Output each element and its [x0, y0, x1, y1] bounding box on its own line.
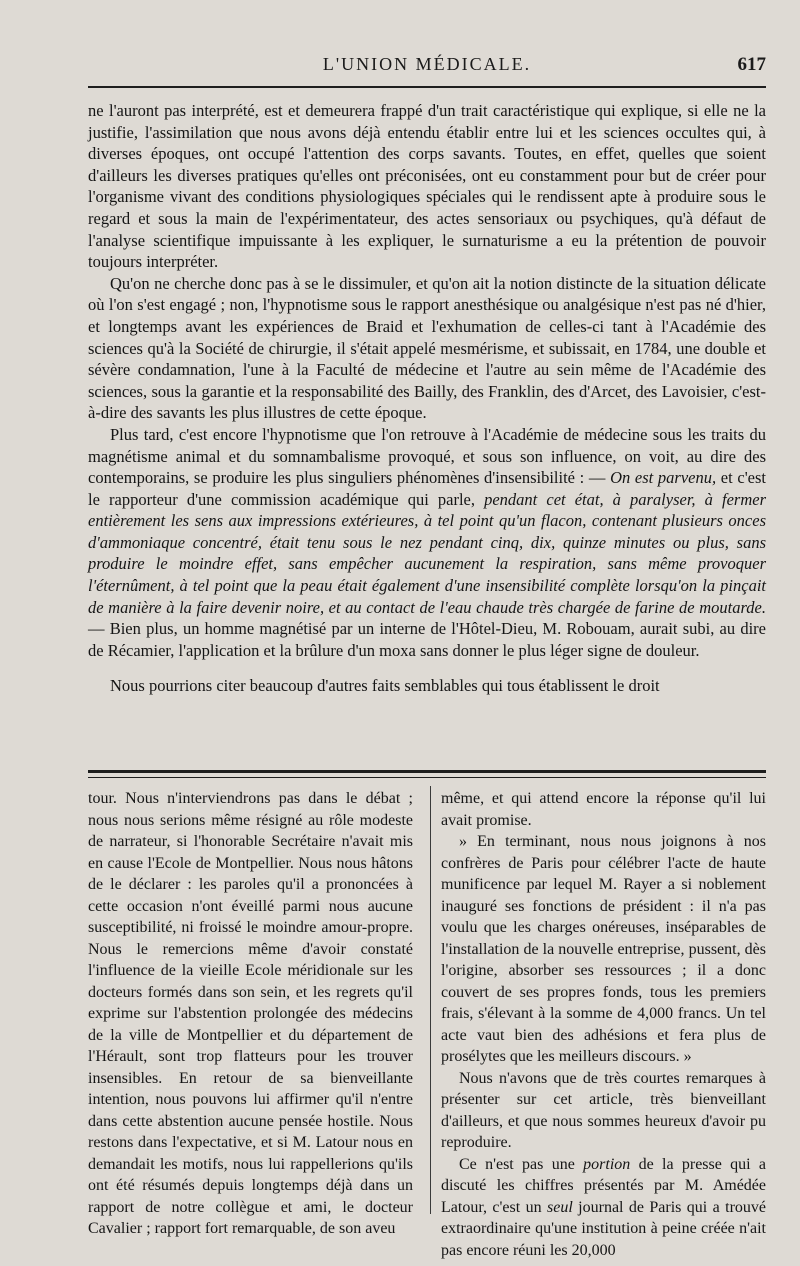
column-divider: [430, 786, 431, 1214]
paragraph-text: Plus tard, c'est encore l'hypnotisme que l'on retrouve à l'Académie de médecine sous les traits du magnétisme animal et du somnambalisme provoqué, et sous son influence, on voit, au dire des contemporains, se produire les plus singuliers phénomènes d'insensibilité : —: [88, 424, 766, 488]
left-column-text: tour. Nous n'interviendrons pas dans le débat ; nous nous serions même résigné au rôle modeste de narrateur, si l'honorable Secrétaire n'avait mis en cause l'Ecole de Montpellier. Nous nous hâtons de le déclarer : les paroles qu'il a prononcées à cette occasion n'ont éveillé parmi nous aucune susceptibilité, ni froissé le moindre amour-propre. Nous le remercions même d'avoir constaté l'influence de la vieille Ecole méridionale sur les docteurs formés dans son sein, et les regrets qu'il exprime sur l'abstention prolongée des médecins de la ville de Montpellier et du département de l'Hérault, sont trop flatteurs pour les trouver insensibles. En retour de sa bienveillante intention, nous pouvons lui affirmer qu'il n'entre dans cette abstention aucune pensée hostile. Nous restons dans l'expectative, et si M. Latour nous en demandait les motifs, nous lui rappellerions qu'ils ont été résumés depuis longtemps déjà dans un rapport de notre collègue et ami, le docteur Cavalier ; rapport fort remarquable, de son aveu: [88, 790, 413, 1237]
right-paragraph-3: Nous n'avons que de très courtes remarques à présenter sur cet article, très bienveillant d'ailleurs, et que nous sommes heureux d'avoir pu reproduire.: [441, 1069, 766, 1151]
section-rule-thin: [88, 777, 766, 778]
right-paragraph-4: [441, 1154, 766, 1262]
paragraph-text: et c'est le rapporteur d'une commission académique qui parle,: [88, 468, 766, 509]
italic-phrase: On est parvenu,: [610, 468, 717, 488]
right-paragraph-2: » En terminant, nous nous joignons à nos confrères de Paris pour célébrer l'acte de haute munificence par lequel M. Rayer a si noblement inauguré ses fonctions de président : il n'a pas voulu que les charges onéreuses, inséparables de l'installation de la nouvelle entreprise, pussent, dès l'origine, absorber ses ressources ; il a donc couvert de ses propres fonds, tous les premiers frais, s'élevant à la somme de 4,000 francs. Un tel acte vaut bien des adhésions et fera plus de prosélytes que les meilleurs discours. »: [441, 833, 766, 1065]
section-rule-thick: [88, 770, 766, 773]
italic-word: seul: [546, 1198, 573, 1216]
left-column: [88, 788, 413, 1240]
italic-quotation: pendant cet état, à paralyser, à fermer entièrement les sens aux impressions extérieures, à tel point qu'un flacon, contenant plusieurs onces d'ammoniaque concentré, était tenu sous le nez pendant cinq, dix, quinze minutes ou plus, sans produire le moindre effet, sans empêcher aucunement la respiration, sans même provoquer l'éternûment, à tel point que la peau était également d'une insensibilité complète lorsqu'on la pinçait de manière à la faire devenir noire, et au contact de l'eau chaude très chargée de farine de moutarde.: [88, 489, 766, 617]
running-title: L'UNION MÉDICALE.: [322, 54, 532, 74]
right-paragraph-1: même, et qui attend encore la réponse qu'il lui avait promise.: [441, 790, 766, 829]
paragraph-mesmerism: Qu'on ne cherche donc pas à se le dissimuler, et qu'on ait la notion distincte de la situation délicate où l'on s'est engagé ; non, l'hypnotisme sous le rapport anesthésique ou analgésique n'est pas né d'hier, et longtemps avant les expériences de Braid et l'exhumation de celles-ci tant à l'Académie des sciences qu'à la Société de chirurgie, il s'était appelé mesmérisme, et subissait, en 1784, une double et sévère condamnation, l'une à la Faculté de médecine et l'autre au sein même de l'Académie des sciences, sous la garantie et la responsabilité des Bailly, des Franklin, des d'Arcet, des Lavoisier, c'est-à-dire des savants les plus illustres de cette époque.: [88, 273, 766, 423]
page-header: [88, 50, 766, 84]
paragraph-text: de la presse qui a discuté les chiffres présentés par M. Amédée Latour, c'est un: [441, 1155, 767, 1216]
paragraph-text: Ce n'est pas une: [459, 1155, 575, 1173]
page-number: 617: [737, 54, 766, 75]
paragraph-closing: Nous pourrions citer beaucoup d'autres faits semblables qui tous établissent le droit: [110, 676, 660, 696]
italic-word: portion: [583, 1155, 631, 1173]
right-column: [441, 788, 766, 1261]
header-rule: [88, 86, 766, 88]
paragraph-magnetism: [88, 424, 766, 662]
paragraph-continuation: ne l'auront pas interprété, est et demeurera frappé d'un trait caractéristique qui explique, si elle ne la justifie, l'assimilation que nous avons déjà entendu établir entre lui et les sciences occultes qui, à diverses époques, ont occupé l'attention des corps savants. Toutes, en effet, quelles que soient d'ailleurs les diverses pratiques qu'elles ont préconisées, ont eu constamment pour but de créer pour l'organisme vivant des conditions physiologiques spéciales qui le rendissent apte à produire sous le regard et sous la main de l'expérimentateur, des actes sensoriaux ou psychiques, qu'à défaut de l'analyse scientifique impuissante à les expliquer, le surnaturisme a eu la prétention de pouvoir toujours interpréter.: [88, 101, 766, 272]
main-article: [88, 100, 766, 697]
paragraph-text: — Bien plus, un homme magnétisé par un interne de l'Hôtel-Dieu, M. Robouam, aurait subi, au dire de Récamier, l'application et la brûlure d'un moxa sans donner le plus léger signe de douleur.: [88, 619, 766, 660]
paragraph-text: journal de Paris qui a trouvé extraordinaire qu'une institution à peine créée n'ait pas encore réuni les 20,000: [441, 1198, 767, 1259]
